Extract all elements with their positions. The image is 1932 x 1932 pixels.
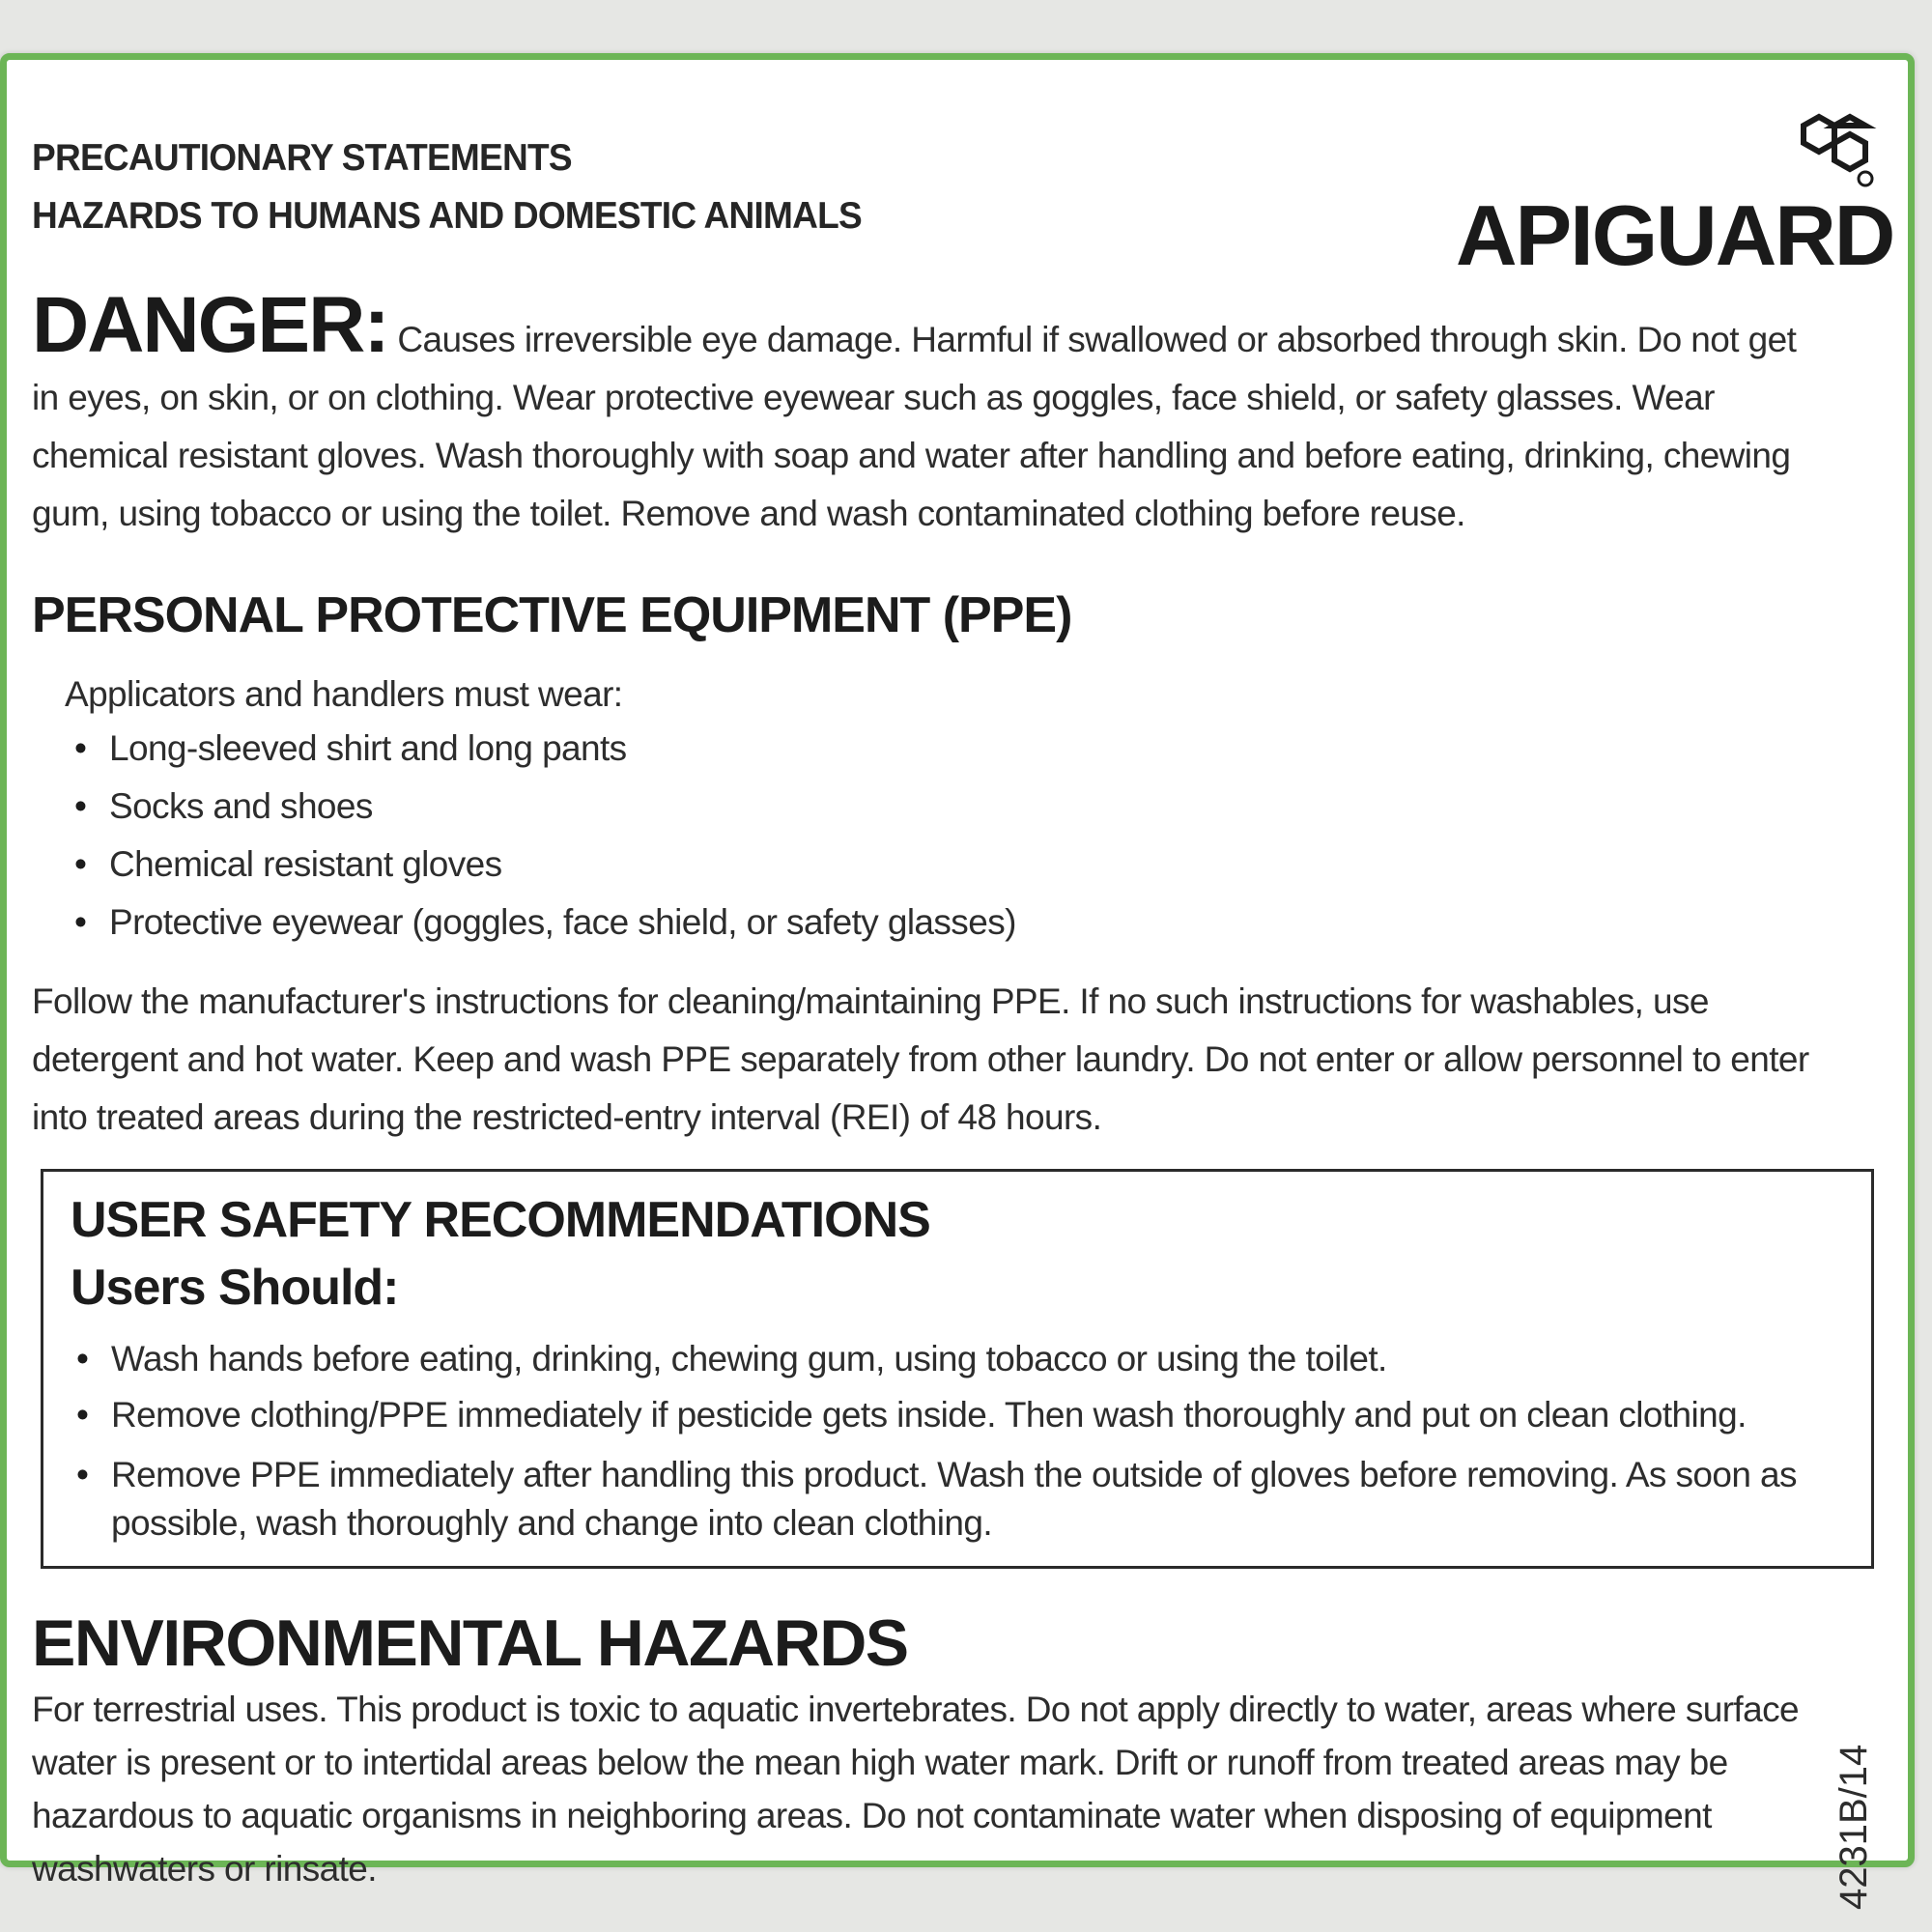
environmental-text: For terrestrial uses. This product is toxic to aquatic invertebrates. Do not apply directly to water, areas where surface water is present or to intertidal areas below the mean high water mark. Drift or runoff from treated areas may be hazardous to aquatic organisms in neighboring areas. Do not contaminate water when disposing of equipment washwaters or rinsate. xyxy=(32,1690,1799,1889)
list-item: • Socks and shoes xyxy=(65,778,1016,836)
user-safety-list xyxy=(67,1331,1854,1548)
user-safety-title: USER SAFETY RECOMMENDATIONS xyxy=(71,1192,930,1248)
list-item: • Remove clothing/PPE immediately if pesticide gets inside. Then wash thoroughly and put on clean clothing. xyxy=(67,1387,1854,1443)
user-safety-box xyxy=(41,1169,1874,1569)
ppe-intro: Applicators and handlers must wear: xyxy=(65,674,623,714)
ppe-list xyxy=(65,720,1016,952)
label-code: 4231B/14 xyxy=(1833,1744,1875,1910)
apiguard-logo xyxy=(1446,79,1900,283)
pesticide-label xyxy=(0,53,1915,1910)
environmental-title: ENVIRONMENTAL HAZARDS xyxy=(32,1606,908,1680)
danger-statement xyxy=(32,281,1829,543)
list-item: • Protective eyewear (goggles, face shield, or safety glasses) xyxy=(65,894,1016,952)
precautionary-heading: PRECAUTIONARY STATEMENTS xyxy=(32,137,572,179)
list-item: • Remove PPE immediately after handling this product. Wash the outside of gloves before removing. As soon as possible, wash thoroughly and change into clean clothing. xyxy=(67,1451,1854,1548)
users-should-subtitle: Users Should: xyxy=(71,1260,399,1316)
ppe-instructions: Follow the manufacturer's instructions for cleaning/maintaining PPE. If no such instructions for washables, use detergent and hot water. Keep and wash PPE separately from other laundry. Do not enter or allow personnel to enter into treated areas during the restricted-entry interval (REI) of 48 hours. xyxy=(32,981,1809,1137)
ppe-title: PERSONAL PROTECTIVE EQUIPMENT (PPE) xyxy=(32,587,1072,643)
hazards-heading: HAZARDS TO HUMANS AND DOMESTIC ANIMALS xyxy=(32,195,862,237)
list-item: • Chemical resistant gloves xyxy=(65,836,1016,894)
logo-wordmark: APIGUARD xyxy=(1456,187,1894,283)
label-header xyxy=(32,129,905,245)
list-item: • Wash hands before eating, drinking, chewing gum, using tobacco or using the toilet. xyxy=(67,1331,1854,1387)
danger-text: Causes irreversible eye damage. Harmful if swallowed or absorbed through skin. Do not get in eyes, on skin, or on clothing. Wear protective eyewear such as goggles, face shield, or safety glasses. Wear chemical resistant gloves. Wash thoroughly with soap and water after handling and before eating, drinking, chewing gum, using tobacco or using the toilet. Remove and wash contaminated clothing before reuse. xyxy=(32,320,1797,533)
danger-word: DANGER: xyxy=(32,281,388,369)
list-item: • Long-sleeved shirt and long pants xyxy=(65,720,1016,778)
